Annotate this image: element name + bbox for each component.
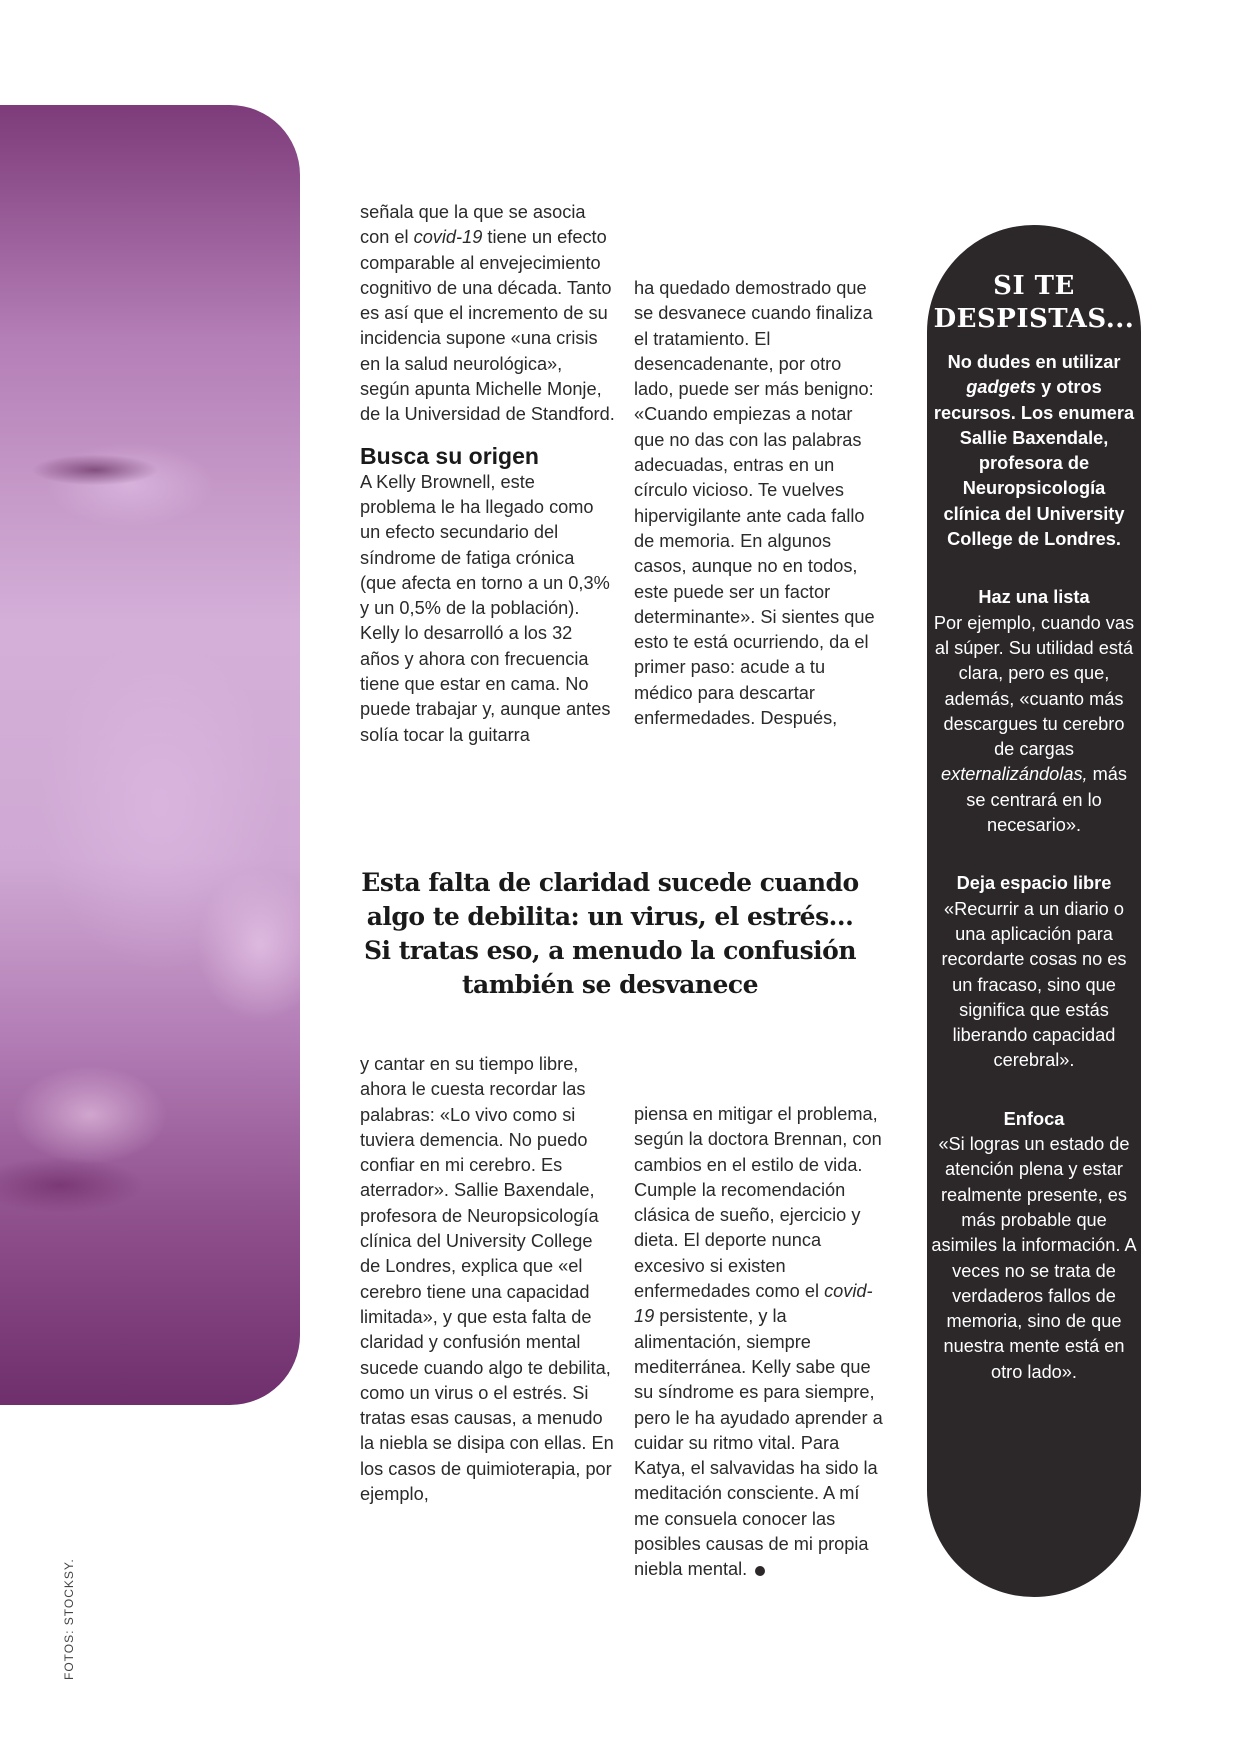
text-run: No dudes en utilizar [947, 352, 1121, 372]
paragraph-intro [360, 200, 615, 428]
article-column-2-top [634, 276, 879, 731]
tips-sidebar [927, 225, 1141, 1597]
paragraph-kelly: A Kelly Brownell, este problema le ha llegado como un efecto secundario del síndrome de fatiga crónica (que afecta en torno a un 0,3% y un 0,5% de la población). Kelly lo desarrolló a los 32 años y ahora con frecuencia tiene que estar en cama. No puede trabajar y, aunque antes solía tocar la guitarra [360, 471, 611, 745]
emphasis: covid-19 [413, 227, 483, 248]
article-column-2-bottom [634, 1102, 889, 1583]
tip-text: «Si logras un estado de atención plena y estar realmente presente, es más probable que asimiles la información. A veces no se trata de verdaderos fallos de memoria, sino de que nuestra mente está en otro lado». [931, 1134, 1137, 1382]
paragraph-trigger: ha quedado demostrado que se desvanece cuando finaliza el tratamiento. El desencadenante, por otro lado, puede ser más benigno: «Cuando empiezas a notar que no das con las palabras adecuadas, entras en un círculo vicioso. Te vuelves hipervigilante ante cada fallo de memoria. En algunos casos, aunque no en todos, este puede ser un factor determinante». Si sientes que esto te está ocurriendo, da el primer paso: acude a tu médico para descartar enfermedades. Después, [634, 278, 875, 729]
text-run: persistente, y la alimentación, siempre mediterránea. Kelly sabe que su síndrome es para siempre, pero le ha ayudado aprender a cuidar su ritmo vital. Para Katya, el salvavidas ha sido la meditación consciente. A mí me consuela conocer las posibles causas de mi propia niebla mental. [634, 1306, 883, 1580]
text-run: señala que la que se asocia con el [360, 202, 586, 248]
article-column-1-bottom [360, 1052, 615, 1507]
tip-title: Deja espacio libre [956, 873, 1112, 894]
emphasis: externalizándolas, [940, 764, 1088, 785]
sidebar-title: SI TE DESPISTAS... [933, 271, 1135, 334]
tip-title: Haz una lista [978, 587, 1090, 608]
emphasis: gadgets [966, 377, 1037, 398]
tip-text [931, 611, 1137, 839]
tip-espacio [927, 871, 1141, 1073]
paragraph-baxendale: y cantar en su tiempo libre, ahora le cuesta recordar las palabras: «Lo vivo como si tuviera demencia. No puedo confiar en mi cerebro. Es aterrador». Sallie Baxendale, profesora de Neuropsicología clínica del University College de Londres, explica que «el cerebro tiene una capacidad limitada», y que esta falta de claridad y confusión mental sucede cuando algo te debilita, como un virus o el estrés. Si tratas esas causas, a menudo la niebla se disipa con ellas. En los casos de quimioterapia, por ejemplo, [360, 1054, 614, 1505]
section-subheading: Busca su origen [360, 442, 539, 469]
text-run: más se centrará en lo necesario». [966, 764, 1128, 836]
text-run: piensa en mitigar el problema, según la doctora Brennan, con cambios en el estilo de vida. Cumple la recomendación clásica de sueño, ejercicio y dieta. El deporte nunca excesivo si existen enfermedades como el [634, 1104, 882, 1302]
emphasis: covid-19 [634, 1281, 873, 1327]
photo-credit: FOTOS: STOCKSY. [62, 1558, 76, 1680]
tip-lista [927, 585, 1141, 838]
end-mark-icon [755, 1566, 765, 1576]
text-run: Por ejemplo, cuando vas al súper. Su utilidad está clara, pero es que, además, «cuanto más descargues tu cerebro de cargas [933, 612, 1135, 760]
text-run: y otros recursos. Los enumera Sallie Baxendale, profesora de Neuropsicología clínica del University College de Londres. [933, 377, 1135, 550]
hero-photo [0, 105, 300, 1405]
tip-text: «Recurrir a un diario o una aplicación para recordarte cosas no es un fracaso, sino que significa que estás liberando capacidad cerebral». [941, 898, 1127, 1071]
paragraph-conclusion [634, 1102, 889, 1583]
pull-quote: Esta falta de claridad sucede cuando algo te debilita: un virus, el estrés... Si tratas eso, a menudo la confusión también se desvanece [361, 868, 859, 999]
article-column-1-top [360, 200, 615, 748]
tip-title: Enfoca [1003, 1108, 1065, 1129]
text-run: tiene un efecto comparable al envejecimiento cognitivo de una década. Tanto es así que el incremento de su incidencia supone «una crisis en la salud neurológica», según apunta Michelle Monje, de la Universidad de Standford. [360, 227, 615, 425]
tip-enfoca [927, 1107, 1141, 1385]
sidebar-intro [927, 350, 1141, 552]
